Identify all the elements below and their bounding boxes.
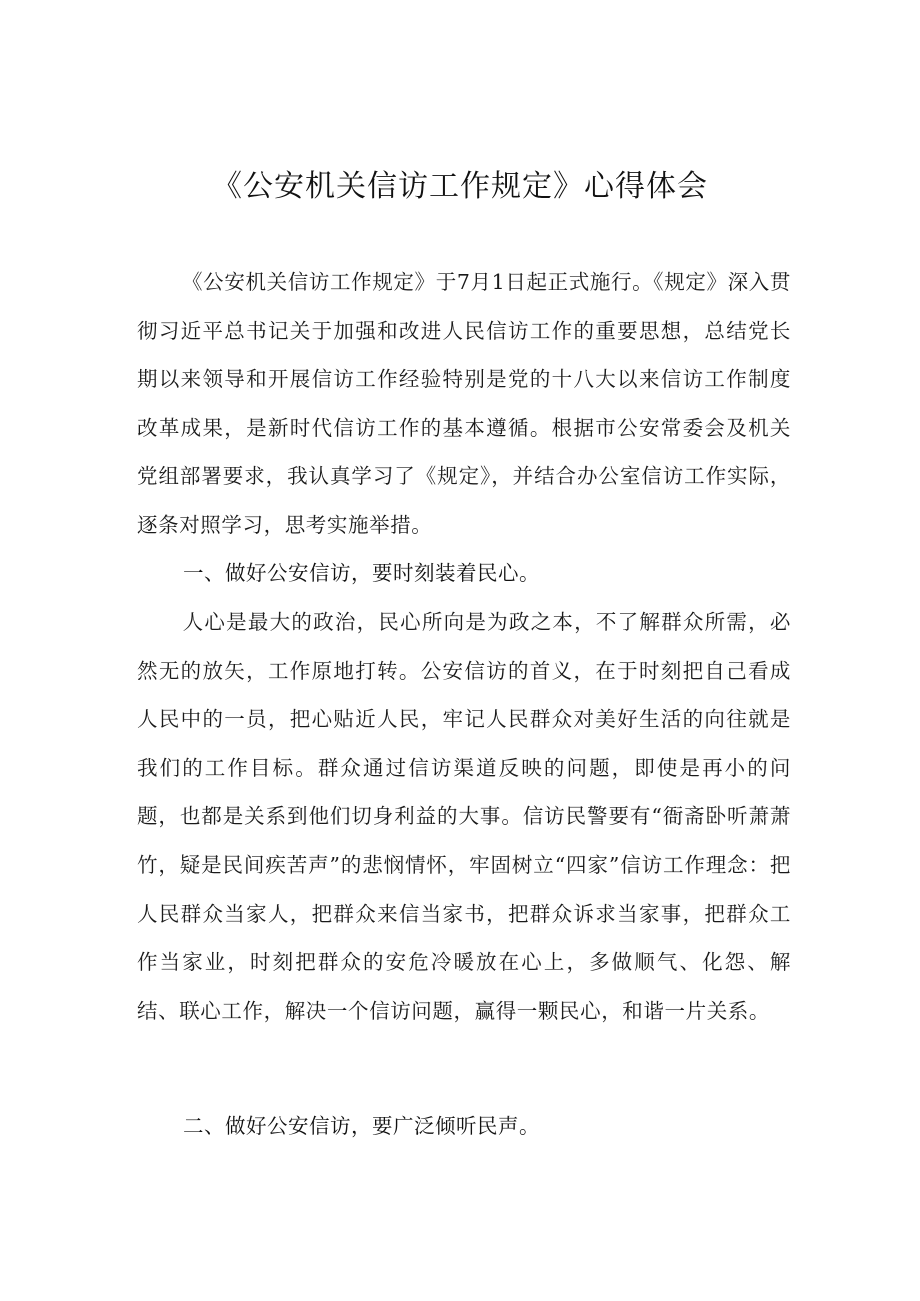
paragraph-intro-text: 《公安机关信访工作规定》于7月1日起正式施行。《规定》深入贯彻习近平总书记关于加强和改进人民信访工作的重要思想，总结党长期以来领导和开展信访工作经验特别是党的十八大以来信访工作制度改革成果，是新时代信访工作的基本遵循。根据市公安常委会及机关党组部署要求，我认真学习了《规定》，并结合办公室信访工作实际，逐条对照学习，思考实施举措。 [137, 270, 791, 537]
paragraph-intro [137, 258, 791, 550]
paragraph-section-1 [137, 598, 791, 1035]
paragraph-section-1-text: 人心是最大的政治，民心所向是为政之本，不了解群众所需，必然无的放矢，工作原地打转。公安信访的首义，在于时刻把自己看成人民中的一员，把心贴近人民，牢记人民群众对美好生活的向往就是我们的工作目标。群众通过信访渠道反映的问题，即使是再小的问题，也都是关系到他们切身利益的大事。信访民警要有“衙斋卧听萧萧竹，疑是民间疾苦声”的悲悯情怀，牢固树立“四家”信访工作理念：把人民群众当家人，把群众来信当家书，把群众诉求当家事，把群众工作当家业，时刻把群众的安危冷暖放在心上，多做顺气、化怨、解结、联心工作，解决一个信访问题，赢得一颗民心，和谐一片关系。 [137, 610, 791, 1023]
section-heading-2: 二、做好公安信访，要广泛倾听民声。 [183, 1114, 540, 1138]
document-title: 《公安机关信访工作规定》心得体会 [212, 169, 708, 204]
section-heading-1: 一、做好公安信访，要时刻装着民心。 [183, 561, 540, 585]
